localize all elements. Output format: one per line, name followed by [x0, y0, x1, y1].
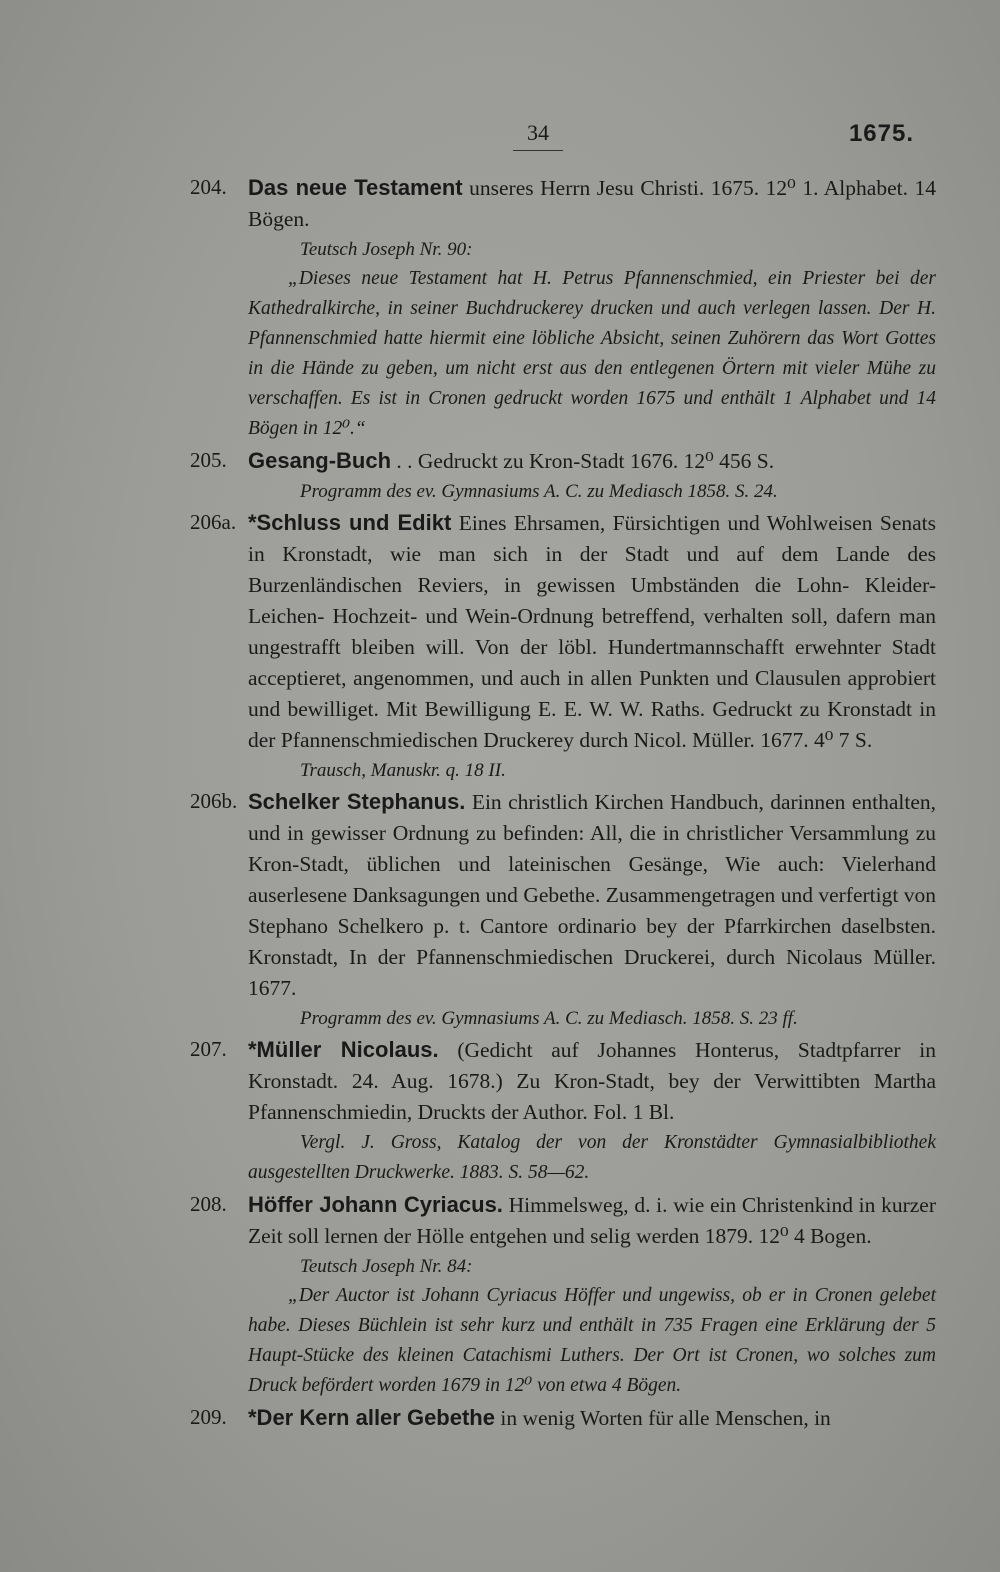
- catalog-entry-209: [190, 1402, 936, 1434]
- entry-quote: „Dieses neue Testament hat H. Petrus Pfannenschmied, ein Priester bei der Kathedralkirche, in seiner Buchdruckerey drucken und auch verlegen lassen. Der H. Pfannenschmied hatte hiermit eine löbliche Absicht, seinen Zuhörern das Wort Gottes in die Hände zu geben, um nicht erst aus den entlegenen Örtern mit vieler Mühe zu verschaffen. Es ist in Cronen gedruckt worden 1675 und enthält 1 Alphabet und 14 Bögen in 12⁰.“: [248, 268, 936, 439]
- entry-text: in wenig Worten für alle Menschen, in: [494, 1406, 831, 1430]
- page-header: [0, 120, 1000, 156]
- entry-quote: „Der Auctor ist Johann Cyriacus Höffer und ungewiss, ob er in Cronen gelebet habe. Dieses Büchlein ist sehr kurz und enthält in 735 Fragen eine Erklärung der 5 Haupt-Stücke des kleinen Catachismi Luthers. Der Ort ist Cronen, wo solches zum Druck befördert worden 1679 in 12⁰ von etwa 4 Bögen.: [248, 1285, 936, 1396]
- entry-number: 207.: [190, 1037, 227, 1061]
- page-number: 34: [513, 120, 563, 151]
- entry-body: [248, 1402, 936, 1434]
- entry-source: Teutsch Joseph Nr. 84:: [300, 1256, 473, 1277]
- entry-source: Trausch, Manuskr. q. 18 II.: [300, 760, 506, 781]
- entry-title: *Schluss und Edikt: [248, 510, 452, 535]
- entry-number: 209.: [190, 1405, 227, 1429]
- entry-title: Gesang-Buch: [248, 448, 392, 473]
- entry-body: [248, 786, 936, 1004]
- running-year: 1675.: [848, 120, 914, 147]
- entry-number: 206a.: [190, 510, 237, 534]
- entry-source: Teutsch Joseph Nr. 90:: [300, 239, 473, 260]
- entry-source: Programm des ev. Gymnasiums A. C. zu Mediasch 1858. S. 24.: [300, 481, 778, 502]
- entry-body: [248, 172, 936, 235]
- catalog-entry-206a: [190, 507, 936, 785]
- entry-title: *Müller Nicolaus.: [248, 1037, 439, 1062]
- entry-text: Eines Ehrsamen, Fürsichtigen und Wohlweisen Senats in Kronstadt, wie man sich in der Stadt und auf dem Lande des Burzenländischen Reviers, in gewissen Umbständen die Lohn- Kleider- Leichen- Hochzeit- und Wein-Ordnung betreffend, verhalten soll, dafern man ungestrafft bleiben will. Von der löbl. Hundertmannschafft erwehnter Stadt acceptieret, angenommen, und auch in allen Punkten und Clausulen approbiert und bewilliget. Mit Bewilligung E. E. W. W. Raths. Gedruckt zu Kronstadt in der Pfannenschmiedischen Druckerey durch Nicol. Müller. 1677. 4⁰ 7 S.: [248, 511, 936, 752]
- entry-body: [248, 1189, 936, 1252]
- entry-body: [248, 1034, 936, 1128]
- catalog-entry-204: [190, 172, 936, 444]
- entry-title: Höffer Johann Cyriacus.: [248, 1192, 503, 1217]
- entry-text: Ein christlich Kirchen Handbuch, darinnen enthalten, und in gewisser Ordnung zu befinden: All, die in christlicher Versammlung zu Kron-Stadt, üblichen und lateinischen Gesänge, Wie auch: Vielerhand auserlesene Danksagungen und Gebethe. Zusammengetragen und verfertigt von Stephano Schelkero p. t. Cantore ordinario bey der Pfarrkirchen daselbsten. Kronstadt, In der Pfannenschmiedischen Druckerei, durch Nicolaus Müller. 1677.: [248, 790, 936, 1000]
- entry-source: Vergl. J. Gross, Katalog der von der Kronstädter Gymnasialbibliothek ausgestellten Druckwerke. 1883. S. 58—62.: [248, 1132, 936, 1183]
- catalog-entry-205: [190, 445, 936, 506]
- entry-text: unseres Herrn Jesu Christi. 1675. 12⁰ 1. Alphabet. 14 Bögen.: [248, 176, 936, 231]
- entry-title: *Der Kern aller Gebethe: [248, 1405, 495, 1430]
- entry-text: . . Gedruckt zu Kron-Stadt 1676. 12⁰ 456 S.: [391, 449, 775, 473]
- entry-text: Himmelsweg, d. i. wie ein Christenkind in kurzer Zeit soll lernen der Hölle entgehen und selig werden 1879. 12⁰ 4 Bogen.: [248, 1193, 936, 1248]
- entry-number: 204.: [190, 175, 227, 199]
- catalog-entry-207: [190, 1034, 936, 1188]
- entry-number: 206b.: [190, 789, 238, 813]
- catalog-entry-208: [190, 1189, 936, 1401]
- entry-source: Programm des ev. Gymnasiums A. C. zu Mediasch. 1858. S. 23 ff.: [300, 1008, 798, 1029]
- entry-number: 205.: [190, 448, 227, 472]
- entry-number: 208.: [190, 1192, 227, 1216]
- catalog-entries: [190, 172, 936, 1435]
- entry-body: [248, 507, 936, 756]
- entry-title: Schelker Stephanus.: [248, 789, 466, 814]
- entry-body: [248, 445, 936, 477]
- entry-text: (Gedicht auf Johannes Honterus, Stadtpfarrer in Kronstadt. 24. Aug. 1678.) Zu Kron-Stadt, bey der Verwittibten Martha Pfannenschmiedin, Druckts der Author. Fol. 1 Bl.: [248, 1038, 936, 1124]
- catalog-entry-206b: [190, 786, 936, 1033]
- entry-title: Das neue Testament: [248, 175, 463, 200]
